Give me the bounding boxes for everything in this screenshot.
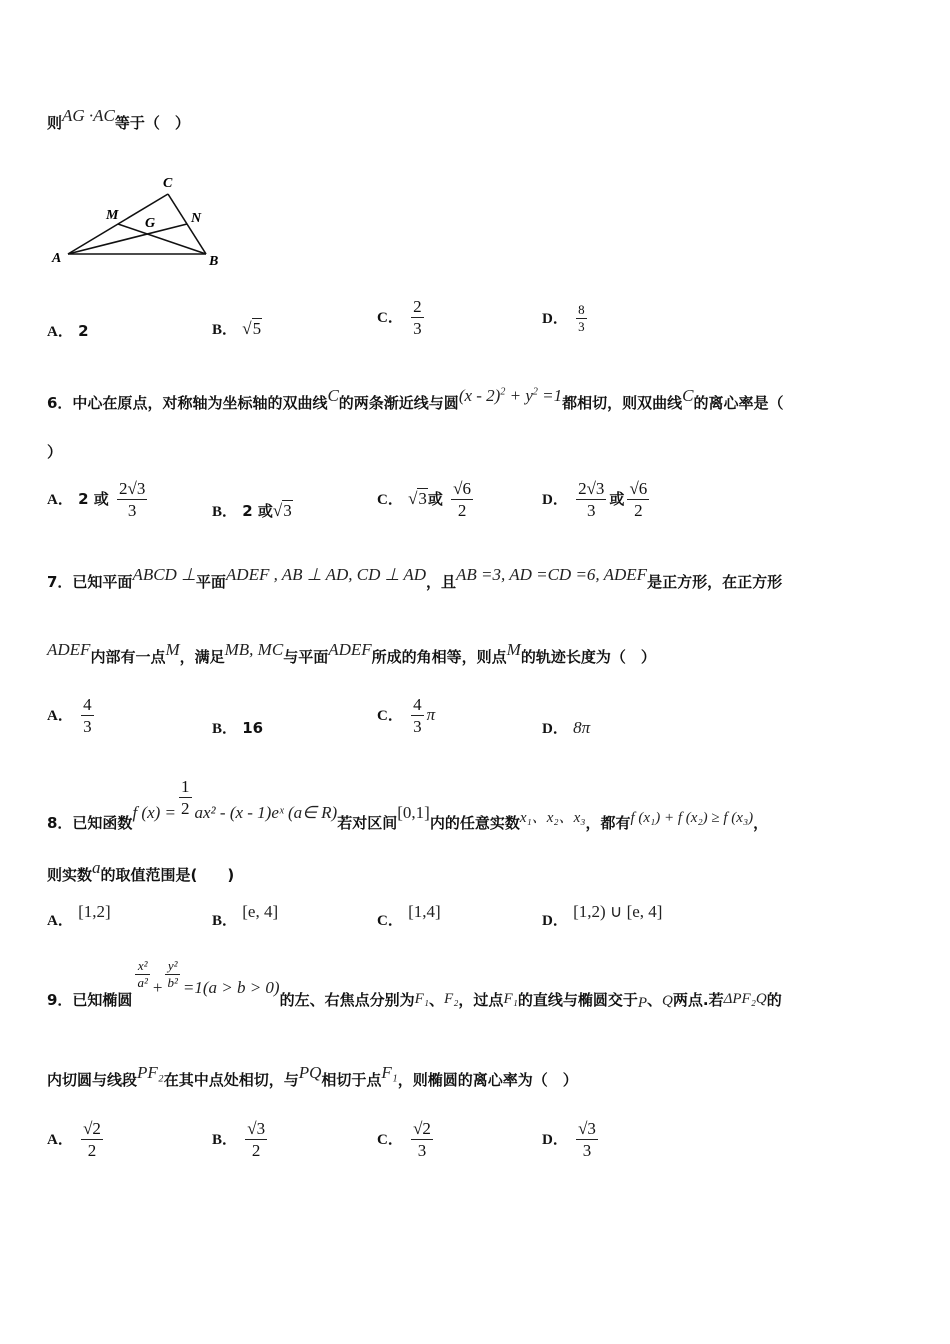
- q5-option-d[interactable]: D． $\frac{8}{3}$: [542, 302, 585, 334]
- q5-option-a[interactable]: A． 2: [47, 322, 89, 340]
- q9-option-b[interactable]: B． $\frac{√3}{2}$: [212, 1119, 266, 1160]
- q5-option-c[interactable]: C． $\frac{2}{3}$: [377, 297, 422, 338]
- label-c: C: [163, 176, 173, 191]
- label-n: N: [191, 211, 202, 226]
- q5-b-sqrt: √5: [242, 319, 262, 338]
- median-mb: [118, 224, 206, 254]
- median-an: [68, 224, 187, 254]
- q9-option-c[interactable]: C． $\frac{√2}{3}$: [377, 1119, 431, 1160]
- q5-c-fraction: $\frac{2}{3}$: [413, 297, 422, 338]
- q6-stem-cont: ）: [47, 443, 63, 461]
- q6-stem: 6．中心在原点，对称轴为坐标轴的双曲线C的两条渐近线与圆$(x - 2)^2 + y^2 =1$都相切，则双曲线C的离心率是（: [47, 386, 784, 412]
- label-m: M: [106, 208, 119, 223]
- q5-a-value: 2: [78, 322, 89, 340]
- q6-option-c[interactable]: C． √3或 $\frac{√6}{2}$: [377, 479, 472, 520]
- q5-expr: AG ·AC: [62, 106, 115, 125]
- q9-stem-cont: 内切圆与线段PF₂在其中点处相切，与PQ相切于点F₁，则椭圆的离心率为（ ）: [47, 1063, 578, 1089]
- q8-stem: 8．已知函数f (x) = $\frac{1}{2}$ ax² - (x - 1)eˣ (a∈ R)若对区间[0,1]内的任意实数x₁、x₂、x₃，都有f (x₁) + f (x₂) ≥ f (x₃)，: [47, 777, 769, 832]
- q8-stem-cont: 则实数a的取值范围是( ): [47, 858, 235, 884]
- triangle-figure: [48, 170, 228, 270]
- q7-stem: 7．已知平面ABCD ⊥平面ADEF , AB ⊥ AD, CD ⊥ AD，且AB =3, AD =CD =6, ADEF是正方形，在正方形: [47, 565, 783, 591]
- q8-option-d[interactable]: D． [1,2) ∪ [e, 4]: [542, 902, 663, 929]
- label-g: G: [145, 216, 156, 231]
- q6-option-a[interactable]: A． 2 或 $\frac{2√3}{3}$: [47, 479, 146, 520]
- q9-option-d[interactable]: D． $\frac{√3}{3}$: [542, 1119, 596, 1160]
- q7-option-d[interactable]: D． 8π: [542, 718, 591, 737]
- q7-option-a[interactable]: A． $\frac{4}{3}$: [47, 695, 92, 736]
- q8-option-a[interactable]: A． [1,2]: [47, 902, 111, 929]
- q9-option-a[interactable]: A． $\frac{√2}{2}$: [47, 1119, 101, 1160]
- q6-d-fraction-2: $\frac{√6}{2}$: [629, 479, 648, 520]
- q7-option-c[interactable]: C． $\frac{4}{3}$ π: [377, 695, 436, 736]
- q5-stem: [47, 106, 190, 133]
- q9-stem: 9．已知椭圆 $\frac{\text{x²}}{\text{a²}}$ + $\frac{\text{y²}}{\text{b²}}$ =1(a > b > 0)的左、右焦点分别为F₁、F₂，过点F₁的直线与椭圆交于P、Q两点.若ΔPF₂Q的: [47, 958, 782, 1011]
- q5-d-fraction: $\frac{8}{3}$: [578, 302, 585, 334]
- q5-option-b[interactable]: B． √5: [212, 319, 262, 338]
- q6-option-d[interactable]: D． $\frac{2√3}{3}$ 或 $\frac{√6}{2}$: [542, 479, 648, 520]
- label-b: B: [209, 254, 219, 269]
- q8-option-b[interactable]: B． [e, 4]: [212, 902, 279, 929]
- q6-c-fraction: $\frac{√6}{2}$: [453, 479, 472, 520]
- q7-stem-cont: ADEF内部有一点M，满足MB, MC与平面ADEF所成的角相等，则点M的轨迹长度为（ ）: [47, 640, 656, 666]
- q6-a-fraction: $\frac{2√3}{3}$: [118, 479, 146, 520]
- q7-option-b[interactable]: B． 16: [212, 719, 264, 737]
- q6-option-b[interactable]: B． 2 或√3: [212, 501, 292, 520]
- q8-option-c[interactable]: C． [1,4]: [377, 902, 441, 929]
- q5-suffix: 等于（ ）: [114, 114, 190, 132]
- q6-d-fraction-1: $\frac{2√3}{3}$: [578, 479, 605, 520]
- label-a: A: [52, 251, 62, 266]
- q5-prefix: 则: [47, 114, 63, 132]
